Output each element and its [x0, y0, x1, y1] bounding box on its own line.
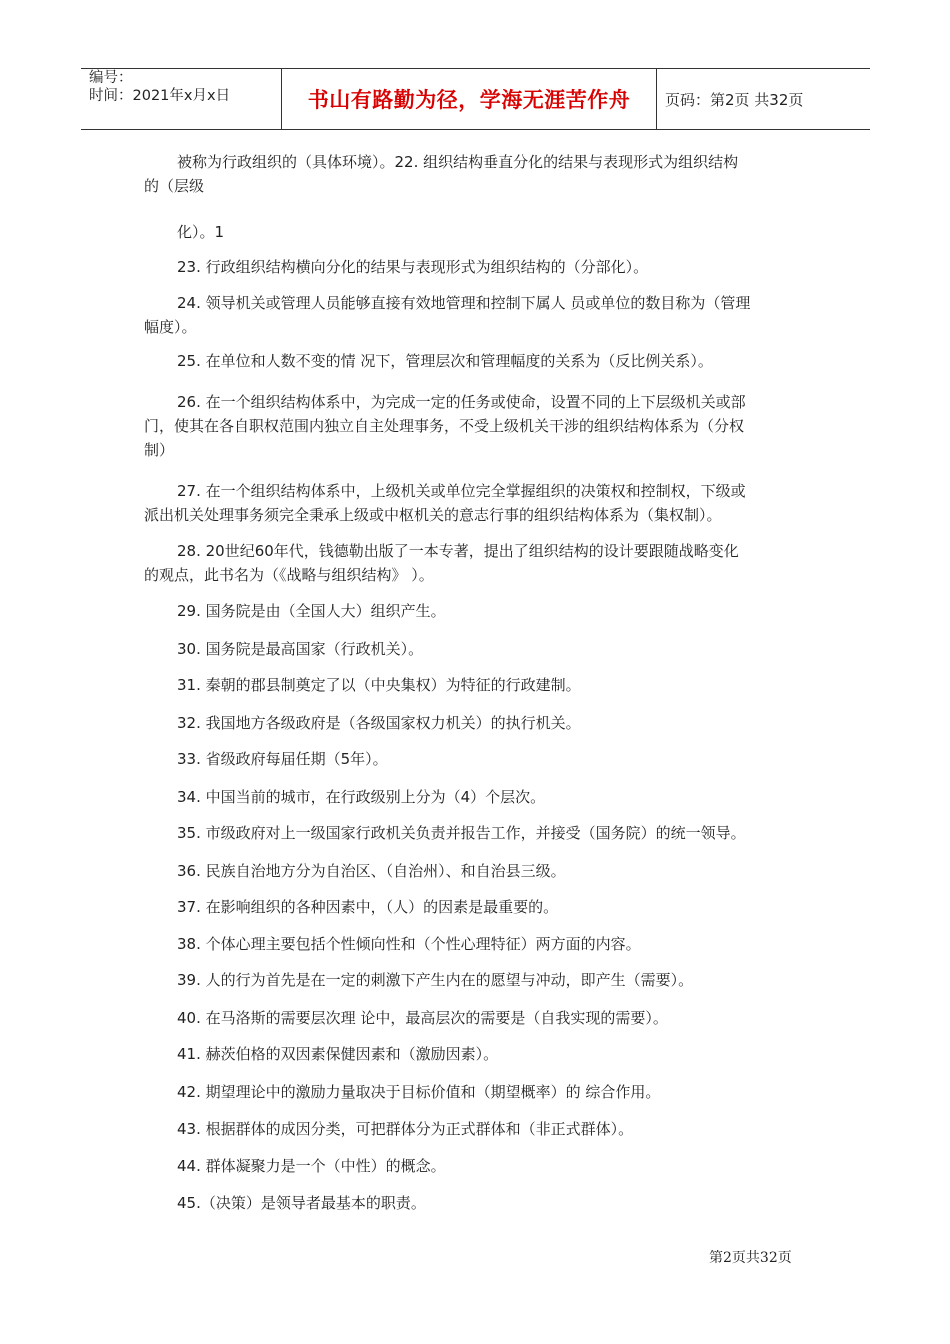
- paragraph: [144, 747, 810, 771]
- paragraph: [144, 1154, 810, 1178]
- paragraph-line: 被称为行政组织的（具体环境）。22. 组织结构垂直分化的结果与表现形式为组织结构: [177, 153, 739, 171]
- paragraph-line: 45.（决策）是领导者最基本的职责。: [177, 1194, 426, 1212]
- paragraph-line: 32. 我国地方各级政府是（各级国家权力机关）的执行机关。: [177, 714, 581, 732]
- paragraph: [144, 1191, 810, 1215]
- paragraph: [144, 932, 810, 956]
- paragraph: [144, 673, 810, 697]
- paragraph: [144, 479, 810, 527]
- paragraph: [144, 859, 810, 883]
- header-page-number: 页码：第2页 共32页: [665, 90, 804, 109]
- paragraph: [144, 895, 810, 919]
- paragraph-line: 29. 国务院是由（全国人大）组织产生。: [177, 602, 446, 620]
- paragraph-line: 24. 领导机关或管理人员能够直接有效地管理和控制下属人 员或单位的数目称为（管理: [177, 294, 751, 312]
- paragraph: [144, 1006, 810, 1030]
- paragraph-line: 31. 秦朝的郡县制奠定了以（中央集权）为特征的行政建制。: [177, 676, 581, 694]
- paragraph: [144, 821, 810, 845]
- paragraph-line: 36. 民族自治地方分为自治区、（自治州）、和自治县三级。: [177, 862, 566, 880]
- paragraph-line: 制）: [144, 441, 175, 459]
- paragraph: [144, 291, 810, 339]
- paragraph: [144, 1042, 810, 1066]
- paragraph-line: 30. 国务院是最高国家（行政机关）。: [177, 640, 424, 658]
- paragraph: [144, 390, 810, 462]
- paragraph-line: 门，使其在各自职权范围内独立自主处理事务，不受上级机关干涉的组织结构体系为（分权: [144, 417, 745, 435]
- header-motto: 书山有路勤为径，学海无涯苦作舟: [281, 69, 657, 129]
- paragraph-line: 38. 个体心理主要包括个性倾向性和（个性心理特征）两方面的内容。: [177, 935, 641, 953]
- paragraph-line: 40. 在马洛斯的需要层次理 论中，最高层次的需要是（自我实现的需要）。: [177, 1009, 668, 1027]
- paragraph: [144, 349, 810, 373]
- paragraph-line: 27. 在一个组织结构体系中，上级机关或单位完全掌握组织的决策权和控制权，下级或: [177, 482, 746, 500]
- paragraph-line: 26. 在一个组织结构体系中，为完成一定的任务或使命，设置不同的上下层级机关或部: [177, 393, 746, 411]
- doc-number-label: 编号：: [89, 70, 133, 86]
- paragraph-line: 43. 根据群体的成因分类，可把群体分为正式群体和（非正式群体）。: [177, 1120, 634, 1138]
- paragraph-line: 化）。1: [177, 223, 225, 241]
- paragraph-line: 25. 在单位和人数不变的情 况下，管理层次和管理幅度的关系为（反比例关系）。: [177, 352, 713, 370]
- paragraph: [144, 255, 810, 279]
- paragraph-line: 28. 20世纪60年代，钱德勒出版了一本专著，提出了组织结构的设计要跟随战略变化: [177, 542, 739, 560]
- paragraph-line: 幅度）。: [144, 318, 197, 336]
- paragraph-line: 的（层级: [144, 177, 205, 195]
- paragraph-line: 33. 省级政府每届任期（5年）。: [177, 750, 388, 768]
- paragraph-line: 23. 行政组织结构横向分化的结果与表现形式为组织结构的（分部化）。: [177, 258, 649, 276]
- paragraph-line: 35. 市级政府对上一级国家行政机关负责并报告工作，并接受（国务院）的统一领导。: [177, 824, 746, 842]
- paragraph-line: 41. 赫茨伯格的双因素保健因素和（激励因素）。: [177, 1045, 499, 1063]
- paragraph-line: 39. 人的行为首先是在一定的刺激下产生内在的愿望与冲动，即产生（需要）。: [177, 971, 694, 989]
- doc-time-label: 时间：2021年x月x日: [89, 88, 231, 104]
- paragraph: [144, 711, 810, 735]
- header-meta: [89, 69, 230, 105]
- paragraph-line: 34. 中国当前的城市，在行政级别上分为（4）个层次。: [177, 788, 546, 806]
- footer-page-number: 第2页共32页: [709, 1250, 792, 1266]
- paragraph-line: 42. 期望理论中的激励力量取决于目标价值和（期望概率）的 综合作用。: [177, 1083, 661, 1101]
- paragraph-line: 的观点，此书名为（《战略与组织结构》 ）。: [144, 566, 434, 584]
- paragraph: [144, 637, 810, 661]
- paragraph-line: 44. 群体凝聚力是一个（中性）的概念。: [177, 1157, 446, 1175]
- paragraph: [144, 150, 810, 198]
- paragraph: [144, 1117, 810, 1141]
- paragraph: [144, 968, 810, 992]
- paragraph: [144, 599, 810, 623]
- paragraph: [144, 1080, 810, 1104]
- paragraph: [144, 539, 810, 587]
- page-header: [81, 68, 870, 130]
- paragraph-line: 37. 在影响组织的各种因素中，（人）的因素是最重要的。: [177, 898, 559, 916]
- paragraph: [144, 785, 810, 809]
- paragraph: [144, 220, 810, 244]
- paragraph-line: 派出机关处理事务须完全秉承上级或中枢机关的意志行事的组织结构体系为（集权制）。: [144, 506, 722, 524]
